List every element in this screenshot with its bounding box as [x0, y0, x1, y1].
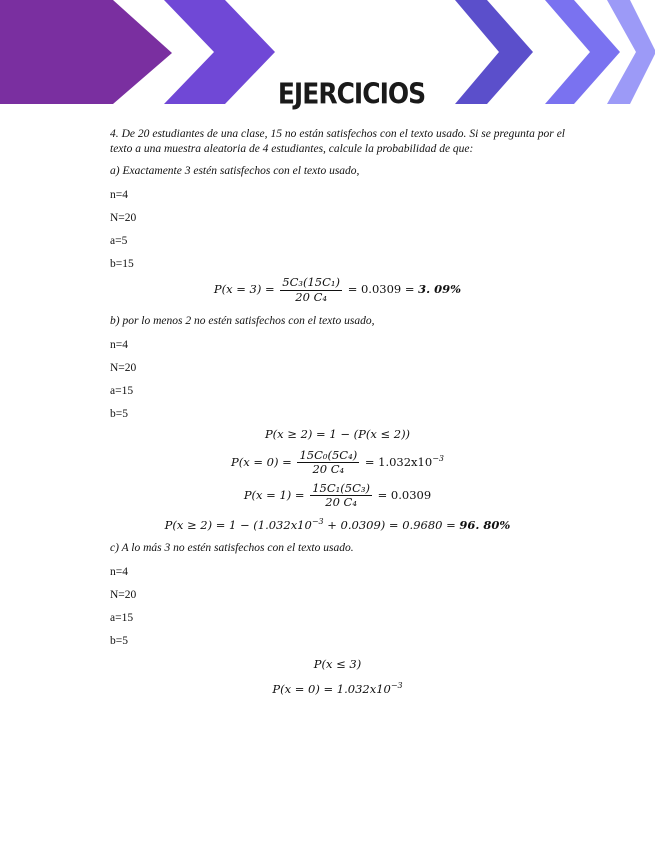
part-c-var-a: a=15 [110, 611, 134, 624]
eq-exponent: −3 [311, 516, 324, 526]
part-a-var-b: b=15 [110, 257, 134, 270]
part-c-equation-1: P(x ≤ 3) [313, 657, 362, 671]
part-a-var-n: n=4 [110, 188, 128, 201]
part-a-var-a: a=5 [110, 234, 128, 247]
fraction [297, 447, 359, 476]
part-b-equation-2 [110, 447, 565, 476]
part-b-var-b: b=5 [110, 407, 128, 420]
eq-lhs: P(x = 0) = [231, 454, 292, 469]
eq-exponent: −3 [432, 453, 444, 463]
fraction [280, 277, 342, 303]
part-c-var-n: n=4 [110, 565, 128, 578]
eq-rhs: = 1.032x10 [364, 454, 433, 469]
eq-result: 96. 80% [459, 517, 511, 532]
page-title-wrap [0, 76, 655, 111]
part-c-equation-2 [110, 682, 565, 696]
eq-rhs: = 0.0309 = [347, 282, 415, 296]
eq-exponent: −3 [390, 680, 403, 690]
fraction-denominator: 20 C₄ [325, 495, 357, 509]
eq-text: P(x = 0) = 1.032x10 [272, 681, 391, 696]
part-c-var-N: N=20 [110, 588, 137, 601]
problem-intro: 4. De 20 estudiantes de una clase, 15 no están satisfechos con el texto usado. Si se pregunta por el texto a una muestra aleatoria de 4 estudiantes, calcule la probabilidad de que: [110, 128, 565, 155]
fraction-denominator: 20 C₄ [295, 289, 327, 304]
eq-text-2: + 0.0309) = 0.9680 = [323, 517, 456, 532]
part-b-var-a: a=15 [110, 384, 134, 397]
part-a-equation [110, 277, 565, 303]
fraction-numerator: 15C₀(5C₄) [299, 447, 358, 462]
page-title: EJERCICIOS [277, 76, 426, 111]
part-b-equation-4 [110, 518, 565, 532]
part-b-var-N: N=20 [110, 361, 137, 374]
part-b-equation-3 [110, 480, 565, 509]
part-b-equation-1: P(x ≥ 2) = 1 − (P(x ≤ 2)) [264, 427, 411, 441]
part-c-label: c) A lo más 3 no estén satisfechos con el texto usado. [110, 542, 354, 554]
fraction-numerator: 5C₃(15C₁) [282, 275, 341, 289]
part-b-var-n: n=4 [110, 338, 128, 351]
eq-text: P(x ≥ 2) = 1 − (1.032x10 [164, 517, 312, 532]
exercise-content [110, 127, 565, 705]
eq-rhs: = 0.0309 [377, 487, 432, 502]
part-b-label: b) por lo menos 2 no estén satisfechos con el texto usado, [110, 315, 375, 327]
eq-result: 3. 09% [418, 282, 462, 296]
fraction-denominator: 20 C₄ [312, 462, 345, 476]
fraction-numerator: 15C₁(5C₃) [312, 480, 370, 495]
part-a-label: a) Exactamente 3 estén satisfechos con el texto usado, [110, 165, 360, 177]
part-a-var-N: N=20 [110, 211, 137, 224]
eq-lhs: P(x = 3) = [213, 282, 275, 296]
eq-lhs: P(x = 1) = [243, 487, 305, 502]
fraction [310, 480, 372, 509]
part-c-var-b: b=5 [110, 634, 128, 647]
